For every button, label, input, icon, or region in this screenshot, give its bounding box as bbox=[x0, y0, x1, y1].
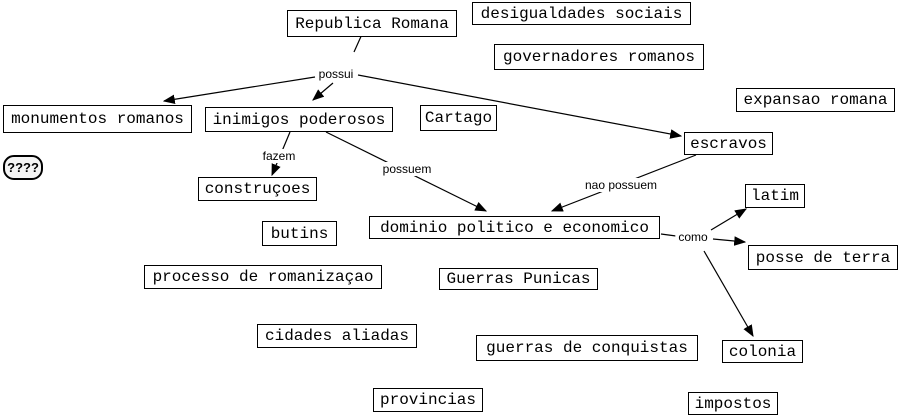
edge-label-possuem[interactable]: possuem bbox=[380, 162, 435, 176]
node-inimigos-poderosos[interactable]: inimigos poderosos bbox=[205, 107, 393, 132]
node-dominio-politico-e-economico[interactable]: dominio politico e economico bbox=[369, 216, 660, 239]
node-cartago[interactable]: Cartago bbox=[420, 105, 497, 131]
edge-possui-to-escravos bbox=[358, 75, 681, 136]
edge-dominio-to-como bbox=[661, 234, 676, 236]
node-monumentos-romanos[interactable]: monumentos romanos bbox=[3, 105, 192, 133]
node-butins[interactable]: butins bbox=[262, 221, 337, 246]
node-expansao-romana[interactable]: expansao romana bbox=[736, 88, 895, 112]
node-posse-de-terra[interactable]: posse de terra bbox=[748, 245, 898, 270]
node-desigualdades-sociais[interactable]: desigualdades sociais bbox=[472, 2, 691, 25]
edge-como-to-colonia bbox=[704, 251, 753, 336]
edge-como-to-latim bbox=[711, 209, 746, 230]
node-impostos[interactable]: impostos bbox=[688, 392, 778, 415]
node-guerras-de-conquistas[interactable]: guerras de conquistas bbox=[476, 335, 698, 361]
edge-label-nao-possuem[interactable]: nao possuem bbox=[582, 178, 660, 192]
edge-label-fazem[interactable]: fazem bbox=[260, 149, 299, 163]
node-guerras-punicas[interactable]: Guerras Punicas bbox=[439, 268, 598, 290]
edge-label-como[interactable]: como bbox=[675, 230, 710, 244]
node-escravos[interactable]: escravos bbox=[684, 132, 773, 155]
node-construcoes[interactable]: construçoes bbox=[198, 177, 317, 201]
edge-como-to-posse-de-terra bbox=[713, 239, 745, 242]
edge-label-possui[interactable]: possui bbox=[316, 67, 357, 81]
edge-possui-to-monumentos-romanos bbox=[164, 77, 315, 101]
node-provincias[interactable]: provincias bbox=[373, 388, 483, 412]
node-republica-romana[interactable]: Republica Romana bbox=[287, 10, 457, 37]
node-unknown-question[interactable]: ???? bbox=[3, 155, 43, 180]
node-cidades-aliadas[interactable]: cidades aliadas bbox=[257, 324, 417, 348]
node-governadores-romanos[interactable]: governadores romanos bbox=[494, 44, 704, 70]
node-latim[interactable]: latim bbox=[745, 184, 805, 208]
node-processo-de-romanizacao[interactable]: processo de romanizaçao bbox=[144, 265, 382, 289]
node-colonia[interactable]: colonia bbox=[722, 340, 803, 363]
edge-possui-to-inimigos-poderosos bbox=[313, 83, 333, 100]
